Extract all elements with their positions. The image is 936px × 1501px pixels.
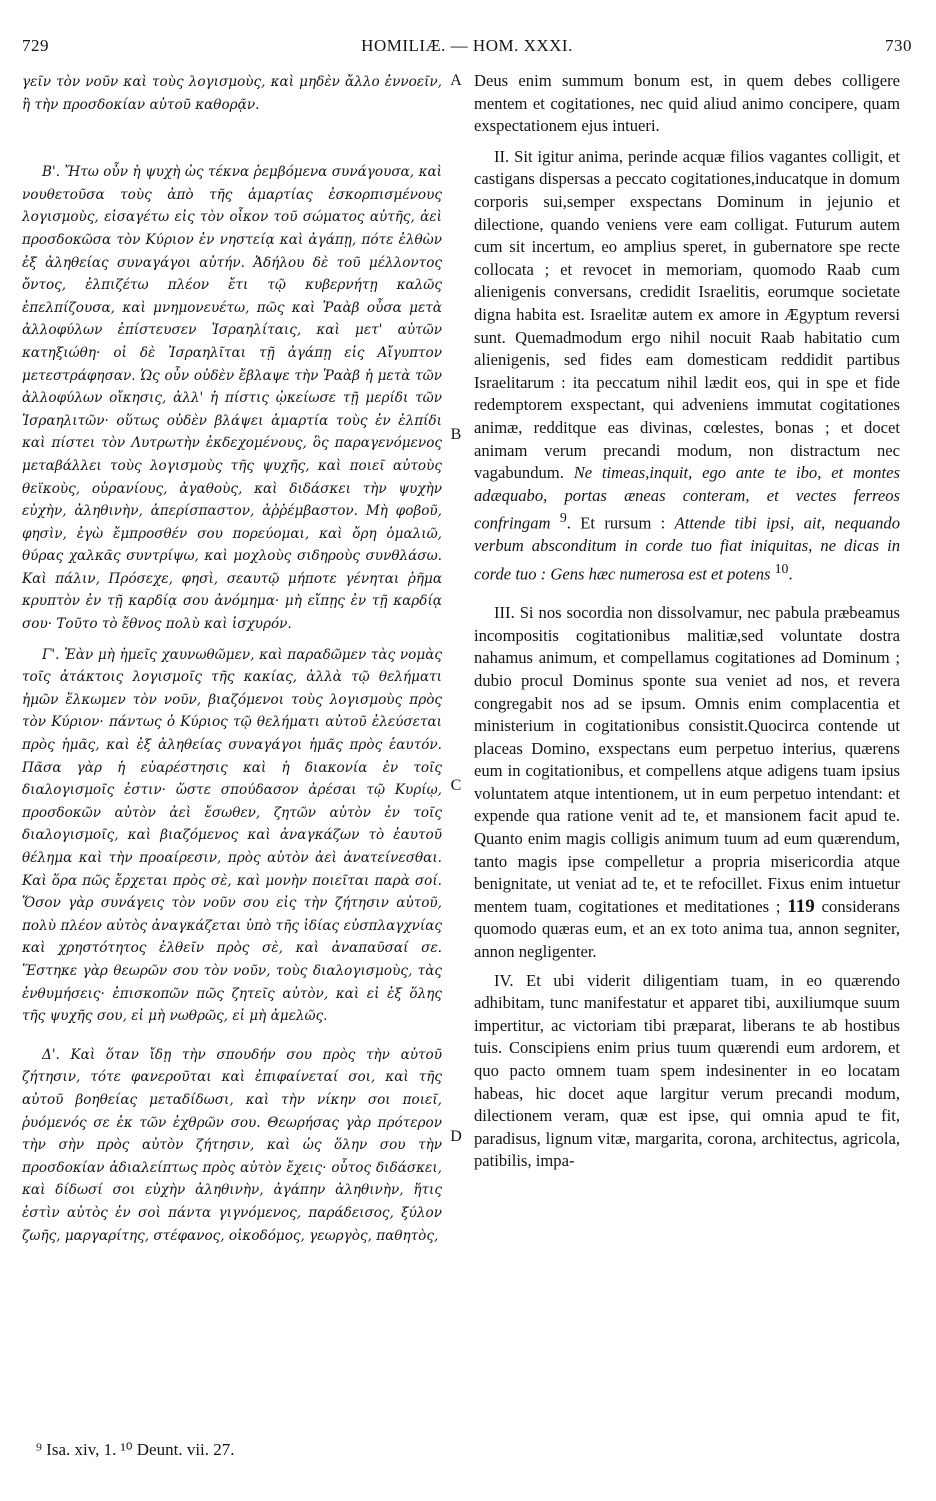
margin-letter-a: A <box>450 72 462 89</box>
margin-letter-b: B <box>450 426 462 443</box>
footnote-ref-10: 10 <box>774 561 789 576</box>
latin-paragraph-4: IV. Et ubi viderit diligentiam tuam, in eo quærendo adhibitam, tunc manifestatur et apparet tibi, auxiliumque suum impertitur, ac victoriam tibi præparat, liberans te ab hostibus tuis. Conscipiens enim prius tuum quærendi eum ardorem, et quo pacto omnem tuam spem indesinenter in eo locatam habeas, hic docet aque largitur verum precandi modum, dilectionem veram, quæ est ipse, qui omnia apud te fit, paradisus, lignum vitæ, margarita, corona, architectus, agricola, patibilis, impa- <box>474 970 900 1171</box>
margin-letter-d: D <box>450 1128 462 1145</box>
latin-paragraph-2-end: . <box>788 564 793 584</box>
right-page-number: 730 <box>885 36 912 55</box>
scripture-quote-1: Ne timeas,inquit, ego ante te ibo, et montes adæquabo, portas æneas conteram, et vectes ferreos confringam <box>474 463 900 533</box>
latin-paragraph-2 <box>474 146 900 586</box>
latin-paragraph-3-body: III. Si nos socordia non dissolvamur, nec pabula præbeamus incompositis cogitationibus malitiæ,sed voluntate dostra nahamus animum, et compellamus cogitationes ad Dominum ; dubio procul Dominus sponte sua veniet ad nos, et revera congregabit nos ad se ipsum. Omnis enim complacentia et ministerium in cogitationibus consistit.Quocirca contende ut placeas Domino, exspectans eum perpetuo interius, quærens eum in cogitationibus, et compellens atque adigens tuam ipsius voluntatem atque intentionem, ut in eum perpetuo intendant: et expende qua ratione venit ad te, et mansionem facit apud te. Quanto enim magis colligis animum tuum ad eum quærendum, tanto magis ipse compelletur a propria misericordia atque benignitate, ut veniat ad te, et te refocillet. Fixus enim intuetur mentem tuam, cogitationes et meditationes ; <box>474 603 900 916</box>
latin-paragraph-2-mid: . Et rursum : <box>566 513 666 533</box>
margin-letter-c: C <box>450 777 462 794</box>
greek-paragraph-1: γεῖν τὸν νοῦν καὶ τοὺς λογισμοὺς, καὶ μηδὲν ἄλλο ἐννοεῖν, ἢ τὴν προσδοκίαν αὐτοῦ καθορᾷν. <box>22 74 442 113</box>
footnotes: ⁹ Isa. xiv, 1. ¹⁰ Deunt. vii. 27. <box>36 1440 235 1459</box>
running-title: HOMILIÆ. — HOM. XXXI. <box>361 36 573 55</box>
latin-paragraph-3 <box>474 602 900 964</box>
footnote-ref-9: 9 <box>559 510 567 526</box>
greek-column <box>22 71 442 1247</box>
latin-paragraph-2-body: II. Sit igitur anima, perinde acquæ filios vagantes colligit, et castigans dispersas a peccato cogitationes,inducatque in domum corporis sui,semper exspectans Dominum in jejunio et dilectione, quando veniens vere eam colligat. Futurum autem cum sit incertum, eo amplius speret, in gubernatore spe recte collocata ; et revocet in memoriam, quomodo Raab cum alienigenis conversans, credidit Israelitis, eorumque societate digna habita est. Israelitæ autem ex amore in Ægyptum reversi sunt. Quemadmodum ergo nihil nocuit Raab habitatio cum alienigenis, sed fides eam domesticam reddidit partibus Israelitarum : ita peccatum nihil lædit eos, qui in spe et fide redemptorem exspectant, qui adveniens immutat cogitationes animæ, redditque eas divinas, cœlestes, bonas ; et docet animam verum precandi modum, non distractum nec vagabundum. <box>474 146 900 483</box>
latin-paragraph-3-end: considerans quomodo quæras eum, et an ex toto anima tua, annon segniter, annon negligenter. <box>474 896 900 962</box>
greek-paragraph-4: Δ'. Καὶ ὅταν ἴδῃ τὴν σπουδήν σου πρὸς τὴν αὐτοῦ ζήτησιν, τότε φανεροῦται καὶ ἐπιφαίνεταί σοι, καὶ τῆς αὐτοῦ βοηθείας μεταδίδωσι, καὶ τὴν νίκην σοι ποιεῖ, ῥυόμενός σε ἐκ τῶν ἐχθρῶν σου. Θεωρήσας γὰρ πρότερον τὴν σὴν πρὸς αὐτὸν ζήτησιν, καὶ ὡς ὅλην σου τὴν προσδοκίαν ἀδιαλείπτως πρὸς αὐτὸν ἔχεις· οὗτος διδάσκει, καὶ δίδωσί σοι εὐχὴν ἀληθινὴν, ἀγάπην ἀληθινὴν, ἥτις ἐστὶν αὐτὸς ἐν σοὶ πάντα γιγνόμενος, παράδεισος, ξύλον ζωῆς, μαργαρίτης, στέφανος, οἰκοδόμος, γεωργὸς, παθητὸς, <box>22 1046 442 1244</box>
greek-paragraph-3: Γ'. Ἐὰν μὴ ἡμεῖς χαυνωθῶμεν, καὶ παραδῶμεν τὰς νομὰς τοῖς ἀτάκτοις λογισμοῖς τῆς κακίας, ἀλλὰ τῷ θελήματι ἡμῶν ἕλκωμεν τὸν νοῦν, βιαζόμενοι τοὺς λογισμοὺς πρὸς τὸν Κύριον· πάντως ὁ Κύριος τῷ θελήματι αὐτοῦ ἐλεύσεται πρὸς ἡμᾶς, καὶ ἐξ ἀληθείας συναγάγοι ἡμᾶς πρὸς ἑαυτόν. Πᾶσα γὰρ ἡ εὐαρέστησις καὶ ἡ διακονία ἐν τοῖς διαλογισμοῖς ἐστιν· ὥστε σπούδασον ἀρέσαι τῷ Κυρίῳ, προσδοκῶν αὐτὸν ἀεὶ ἔσωθεν, ζητῶν αὐτὸν ἐν τοῖς διαλογισμοῖς, καὶ βιαζόμενος καὶ ἀναγκάζων τὸ ἑαυτοῦ θέλημα καὶ τὴν προαίρεσιν, πρὸς αὐτὸν ἀεὶ ἀνατείνεσθαι. Καὶ ὅρα πῶς ἔρχεται πρὸς σὲ, καὶ μονὴν ποιεῖται παρὰ σοί. Ὅσον γὰρ συνάγεις τὸν νοῦν σου εἰς τὴν ζήτησιν αὐτοῦ, πολὺ πλέον αὐτὸς ἀναγκάζεται ὑπὸ τῆς ἰδίας εὐσπλαγχνίας καὶ χρηστότητος ἐλθεῖν πρὸς σὲ, καὶ ἀναπαῦσαί σε. Ἕστηκε γὰρ θεωρῶν σου τὸν νοῦν, τοὺς διαλογισμοὺς, τὰς ἐνθυμήσεις· ἐπισκοπῶν πῶς ζητεῖς αὐτὸν, καὶ εἰ ἐξ ὅλης τῆς ψυχῆς σου, εἰ μὴ νωθρῶς, εἰ μὴ ἀμελῶς. <box>22 646 442 1025</box>
greek-paragraph-2: Β'. Ἤτω οὖν ἡ ψυχὴ ὡς τέκνα ῥεμβόμενα συνάγουσα, καὶ νουθετοῦσα τοὺς ἀπὸ τῆς ἁμαρτίας ἐσκορπισμένους λογισμοὺς, εἰσαγέτω εἰς τὸν οἶκον τοῦ σώματος αὐτῆς, ἀεὶ προσδοκῶσα τὸν Κύριον ἐν νηστείᾳ καὶ ἀγάπῃ, πότε ἐλθὼν ἐξ ἀληθείας συναγάγοι αὐτήν. Ἀδήλου δὲ τοῦ μέλλοντος ὄντος, ἐλπιζέτω πλέον ἔτι τῷ κυβερνήτῃ καλῶς ἐπελπίζουσα, καὶ μνημονευέτω, πῶς καὶ Ῥαὰβ οὖσα μετὰ ἀλλοφύλων ἐπίστευσεν Ἰσραηλίταις, καὶ μετ' αὐτῶν κατηξιώθη· οἱ δὲ Ἰσραηλῖται τῇ ἀγάπῃ εἰς Αἴγυπτον μετεστράφησαν. Ὡς οὖν οὐδὲν ἔβλαψε τὴν Ῥαὰβ ἡ μετὰ τῶν ἀλλοφύλων οἴκησις, ἀλλ' ἡ πίστις ᾠκείωσε τῇ μερίδι τῶν Ἰσραηλιτῶν· οὕτως οὐδὲν βλάψει ἁμαρτία τοὺς ἐν ἐλπίδι καὶ πίστει τὸν Λυτρωτὴν ἐκδεχομένους, ὃς παραγενόμενος μεταβάλλει τοὺς λογισμοὺς τῆς ψυχῆς, καὶ ποιεῖ αὐτοὺς θεϊκοὺς, οὐρανίους, ἀγαθοὺς, καὶ διδάσκει τὴν ψυχὴν εὐχὴν, ἀληθινὴν, ἀπερίσπαστον, ἀῤῥέμβαστον. Μὴ φοβοῦ, φησὶν, ἐγὼ ἔμπροσθέν σου πορεύομαι, καὶ ὄρη ὁμαλιῶ, θύρας χαλκᾶς συντρίψω, καὶ μοχλοὺς σιδηροὺς συνθλάσω. Καὶ πάλιν, Πρόσεχε, φησὶ, σεαυτῷ μήποτε γένηται ῥῆμα κρυπτὸν ἐν τῇ καρδίᾳ σου ἀνόμημα· μὴ εἴπῃς ἐν τῇ καρδίᾳ σου· Τοῦτο τὸ ἔθνος πολὺ καὶ ἰσχυρόν. <box>22 164 442 633</box>
column-number: 119 <box>787 895 815 917</box>
latin-column <box>474 70 900 1173</box>
latin-paragraph-1: Deus enim summum bonum est, in quem debes colligere mentem et cogitationes, nec quid aliud animo concipere, quam exspectationem ejus intueri. <box>474 71 900 136</box>
left-page-number: 729 <box>22 36 49 55</box>
scripture-quote-2: Attende tibi ipsi, ait, nequando verbum absconditum in corde tuo fiat iniquitas, ne dicas in corde tuo : Gens hæc numerosa est et potens <box>474 513 901 584</box>
running-header <box>22 36 912 58</box>
